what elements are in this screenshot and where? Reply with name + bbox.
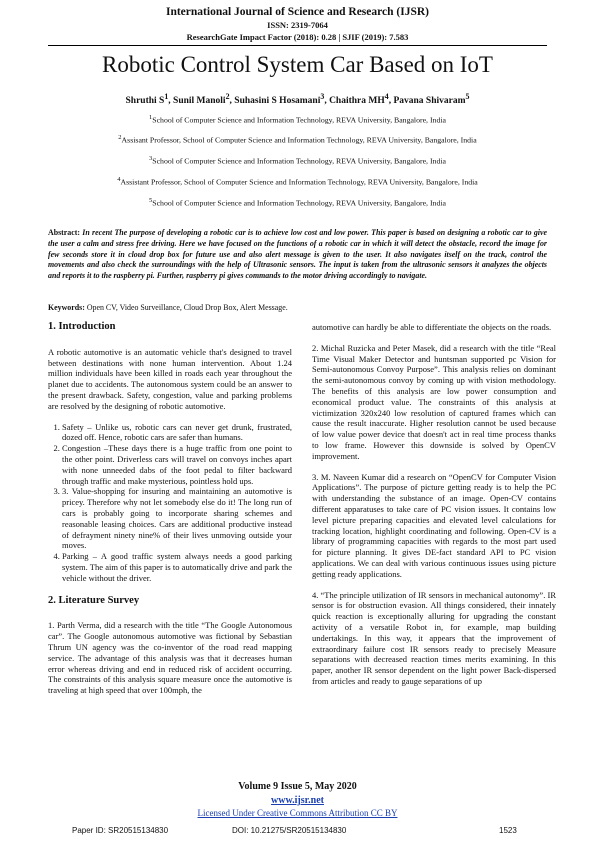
- author-name: Suhasini S Hosamani: [234, 96, 321, 107]
- abstract-label: Abstract:: [48, 228, 80, 237]
- keywords-text: Open CV, Video Surveillance, Cloud Drop Box, Alert Message.: [86, 303, 288, 312]
- intro-list: [48, 422, 292, 584]
- author-sup: 3: [320, 92, 325, 101]
- affiliation-text: Assistant Professor, School of Computer Science and Information Technology, REVA University, Bangalore, India: [120, 177, 478, 187]
- left-column: [48, 322, 292, 706]
- paper-title: Robotic Control System Car Based on IoT: [102, 52, 493, 77]
- abstract: [48, 228, 547, 282]
- list-item: 2. Congestion –These days there is a huge traffic from one point to the other point. Driverless cars will travel on convoys inches apart with none unneeded dabs of the foot pedal to filter backward through traffic and make mysterious, pointless hold ups.: [62, 443, 292, 486]
- affiliation-text: Assisant Professor, School of Computer Science and Information Technology, REVA University, Bangalore, India: [121, 135, 477, 145]
- literature-paragraph: 3. M. Naveen Kumar did a research on “OpenCV for Computer Vision Applications”. The purpose of picture getting ready is to help the PC with understanding the substance of an image. Open-CV contains different apparatuses to take care of PC vision issues. It contains low level picture preparing capacities and elevated level calculations for tracking location, highlight coordinating and following. Open-CV is a library of programming capacities with regards to the most part used for picture planning. It gives DE-fact standard API to PC vision applications. We can deal with various continuous issues using picture getting ready applications.: [312, 471, 556, 579]
- affiliation-sup: 1: [149, 114, 153, 121]
- affiliation-sup: 5: [149, 197, 153, 204]
- section-heading-introduction: 1. Introduction: [48, 321, 116, 332]
- affiliation-text: School of Computer Science and Information Technology, REVA University, Bangalore, India: [152, 156, 446, 166]
- right-column: [312, 322, 556, 697]
- author-sup: 1: [164, 92, 169, 101]
- abstract-text: In recent The purpose of developing a robotic car is to achieve low cost and low power. This paper is based on designing a robotic car to give the user a calm and stress free driving. Here we have focused on the functions of a robotic car in which it will detect the obstacle, record the image for few seconds store it in cloud drop box for future use and also alert message is given to the user. It also navigates itself on the track, control the movements and also check the surroundings with the help of Ultrasonic sensors. The input is taken from the ultrasonic sensors it analyzes the objects and reports it to the raspberry pi. Further, raspberry pi gives commands to the motor driving accordingly to navigate.: [48, 228, 547, 281]
- journal-impact-factor: ResearchGate Impact Factor (2018): 0.28 | SJIF (2019): 7.583: [186, 32, 409, 42]
- journal-url-link[interactable]: www.ijsr.net: [271, 795, 324, 806]
- footer-volume: Volume 9 Issue 5, May 2020: [238, 781, 357, 792]
- page-number: 1523: [499, 826, 517, 835]
- keywords-label: Keywords:: [48, 303, 85, 312]
- author-name: Pavana Shivaram: [393, 96, 466, 107]
- literature-paragraph: 1. Parth Verma, did a research with the title “The Google Autonomous car”. The Google autonomous automotive was fictional by Sebastian Thrum UN agency was the co-inventor of the road read mapping service. The advantage of this analysis was that it decreases human error whereas driving and end in reduced risk of accident occurring. The constraints of this analysis square measure once the automotive is traveling at high speed that over 100mph, the: [48, 620, 292, 696]
- literature-paragraph: 2. Michal Ruzicka and Peter Masek, did a research with the title “Real Time Visual Maker Detector and huntsman supported pc Vision for Semi-autonomous Convoy Purpose”. This analysis relies on dominant the semi-autonomous convoy by coming up with vision methodology. The benefits of this analysis are low power consumption and economical product value. The constraints of this analysis at victimization 320x240 low resolution of captured frames which can cause the result inaccurate. Higher resolution cannot be used because of low value power device that doesn't act in real time process thanks to low frame. However this downside is solved by OpenCV improvement.: [312, 342, 556, 461]
- affiliation-sup: 3: [149, 155, 153, 162]
- keywords: [48, 303, 547, 312]
- journal-issn: ISSN: 2319-7064: [267, 20, 328, 30]
- affiliation: [0, 114, 595, 125]
- header-divider: [48, 45, 547, 46]
- doi: DOI: 10.21275/SR20515134830: [232, 826, 347, 835]
- list-item: 3. 3. Value-shopping for insuring and maintaining an automotive is pricey. Therefore why not let somebody else do it! The long run of cars is probably going to incorporate sharing schemes and reasonable leasing choices. Cars are additional productive instead of defrayment ninety nine% of their lives unmoving outside your moves.: [62, 486, 292, 551]
- affiliation-text: School of Computer Science and Information Technology, REVA University, Bangalore, India: [152, 115, 446, 125]
- affiliation: [0, 155, 595, 166]
- author-name: Sunil Manoli: [173, 96, 226, 107]
- affiliation: [0, 176, 595, 187]
- intro-paragraph: A robotic automotive is an automatic vehicle that's designed to travel between destinations with none human intervention. About 1.24 million individuals have been killed in roads each year throughout the planet due to accidents. The autonomous system could be an answer to the present drawback. Safety, congestion, value and parking problems are resolved by the designing of robotic automotive.: [48, 346, 292, 411]
- author-list: Shruthi $S^1$, Sunil Manoli$^2$, Suhasini S Hosamani$^3$, Chaithra $MH^4$, Pavana Shivaram$^5$: [125, 92, 470, 107]
- author-sup: 2: [225, 92, 230, 101]
- journal-name: International Journal of Science and Research (IJSR): [165, 6, 429, 18]
- list-item: 1. Safety – Unlike us, robotic cars can never get drunk, frustrated, dozed off. Hence, robotic cars are safer than humans.: [62, 422, 292, 444]
- author-sup: 5: [465, 92, 470, 101]
- author-sup: 4: [384, 92, 389, 101]
- paper-id: Paper ID: SR20515134830: [72, 826, 169, 835]
- affiliation: [0, 134, 595, 145]
- author-name: Chaithra MH: [329, 96, 385, 107]
- affiliation: [0, 197, 595, 208]
- affiliation-sup: 2: [118, 134, 122, 141]
- affiliation-sup: 4: [117, 176, 121, 183]
- affiliation-text: School of Computer Science and Information Technology, REVA University, Bangalore, India: [152, 198, 446, 208]
- author-name: Shruthi S: [125, 96, 165, 107]
- literature-paragraph: 4. “The principle utilization of IR sensors in mechanical autonomy”. IR sensor is for obstruction evasion. All things considered, their innately quick reaction is exceptionally alluring for upgrading the constant activity of a versatile Robot in, for example, map building undertakings. In this way, it appears that the improvement of extraordinary failure cost IR sensors ready to precisely Measure separations with decreased reaction times merits examining. In this paper, another IR sensor dependent on the light power Back-dispersed from articles and ready to gauge separations of up: [312, 589, 556, 686]
- list-item: 4. Parking – A good traffic system always needs a good parking system. The aim of this paper is to automatically drive and park the vehicle without the driver.: [62, 551, 292, 583]
- literature-paragraph: automotive can hardly be able to differentiate the objects on the roads.: [312, 322, 552, 332]
- section-heading-literature-survey: 2. Literature Survey: [48, 594, 140, 606]
- license-link[interactable]: Licensed Under Creative Commons Attribution CC BY: [197, 808, 398, 818]
